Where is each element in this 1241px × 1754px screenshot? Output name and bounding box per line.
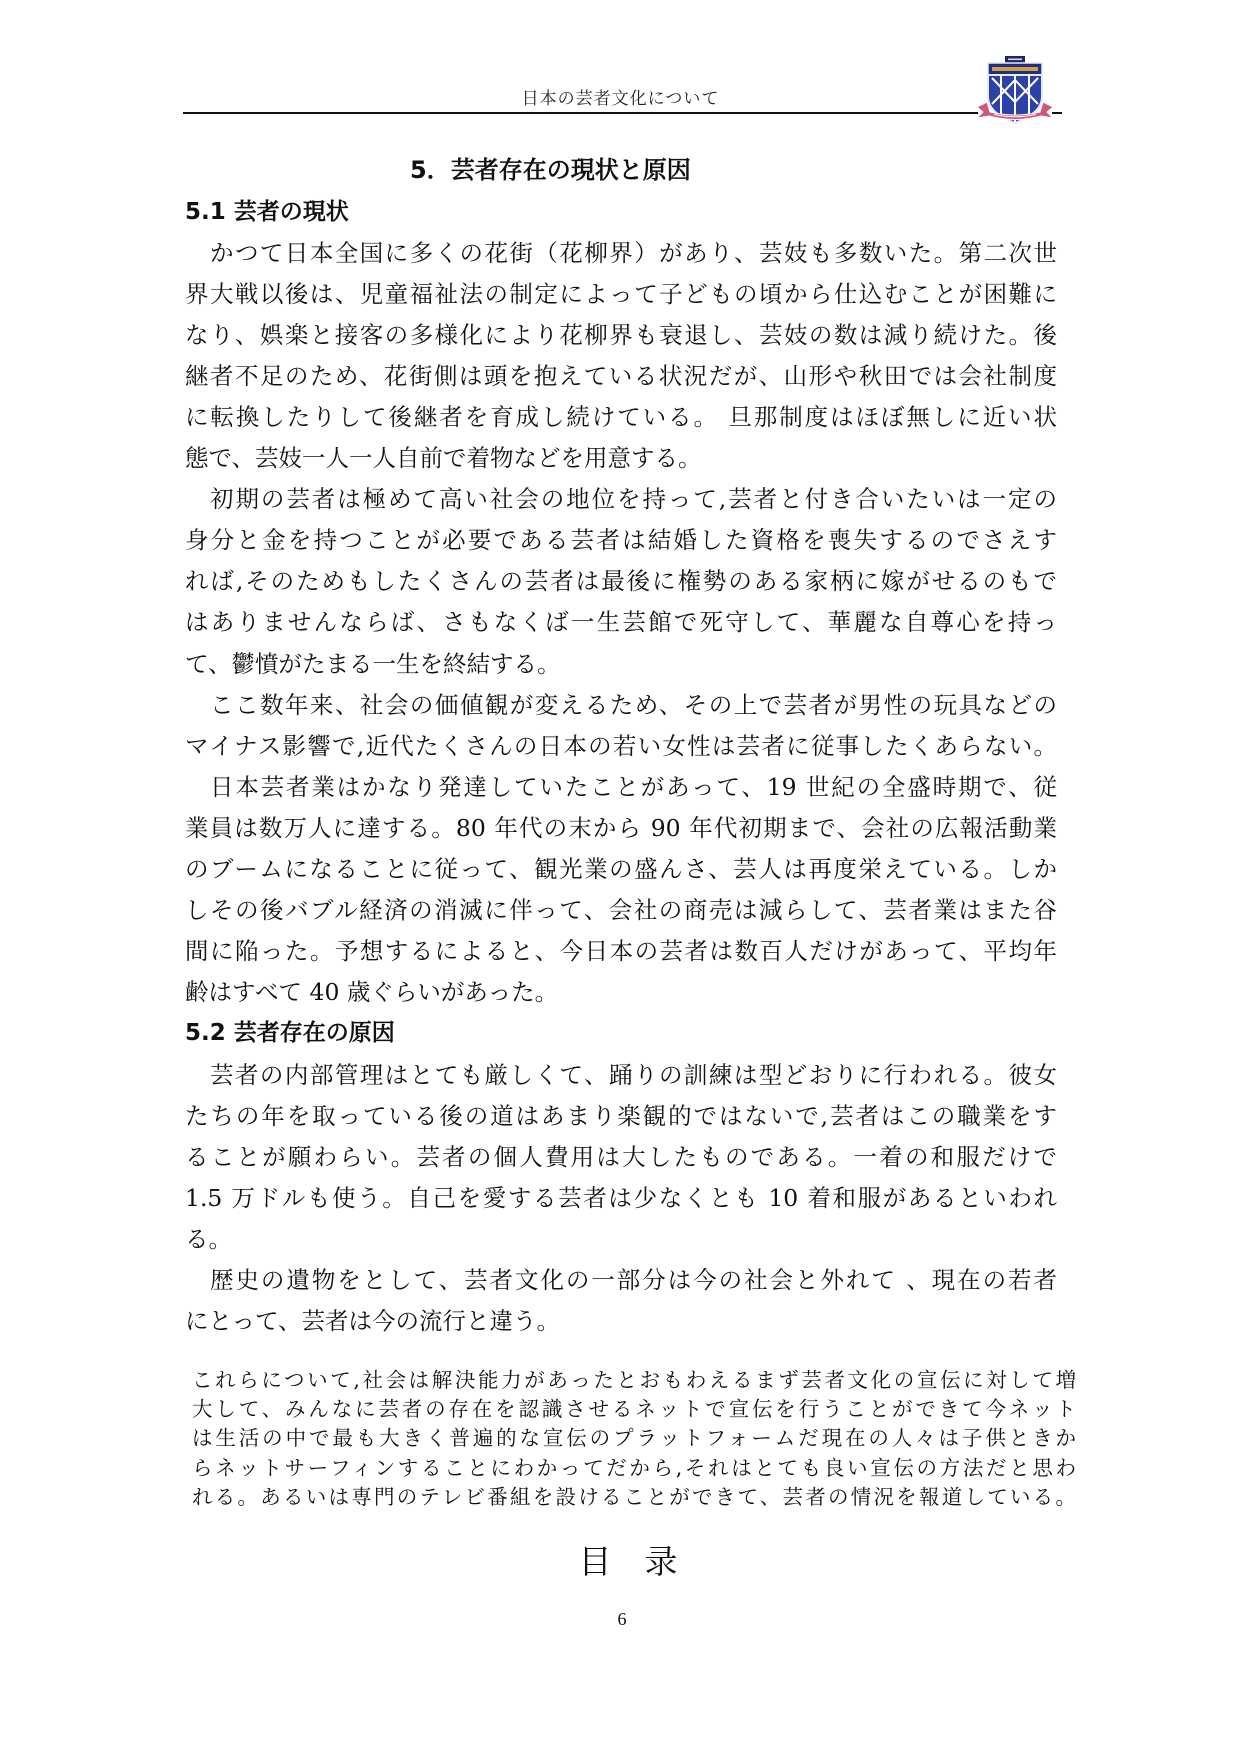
note-line: これらについて,社会は解決能力があったとおもわえるまず芸者文化の宣伝に対して増 bbox=[192, 1368, 1076, 1392]
body-line: 歴史の遺物をとして、芸者文化の一部分は今の社会と外れて 、現在の若者 bbox=[210, 1265, 1057, 1294]
note-line: らネットサーフィンすることにわかってだから,それはとても良い宣伝の方法だと思わ bbox=[192, 1455, 1076, 1480]
header-rule bbox=[183, 112, 978, 114]
paragraph bbox=[185, 233, 1057, 480]
body-line: 態で、芸妓一人一人自前で着物などを用意する。 bbox=[185, 444, 702, 473]
main-body bbox=[185, 150, 1057, 1342]
body-line: 芸者の内部管理はとても厳しくて、踊りの訓練は型どおりに行われる。彼女 bbox=[210, 1060, 1057, 1089]
body-line: 初期の芸者は極めて高い社会の地位を持って,芸者と付き合いたいは一定の bbox=[210, 485, 1057, 514]
body-line: る。 bbox=[185, 1224, 232, 1253]
body-line: て、鬱憤がたまる一生を終結する。 bbox=[185, 649, 561, 678]
subsection-heading: 5.1 芸者の現状 bbox=[185, 198, 349, 225]
paragraph bbox=[185, 1260, 1057, 1342]
body-line: のブームになることに従って、観光業の盛んさ、芸人は再度栄えている。しか bbox=[185, 855, 1057, 884]
note-line: 大して、みんなに芸者の存在を認識させるネットで宣伝を行うことができて今ネット bbox=[192, 1397, 1076, 1422]
paragraph bbox=[185, 1055, 1057, 1260]
body-line: マイナス影響で,近代たくさんの日本の若い女性は芸者に従事したくあらない。 bbox=[185, 731, 1057, 760]
body-line: なり、娯楽と接客の多様化により花柳界も衰退し、芸妓の数は減り続けた。後 bbox=[185, 320, 1057, 349]
body-line: 1.5 万ドルも使う。自己を愛する芸者は少なくとも 10 着和服があるといわれ bbox=[185, 1183, 1057, 1212]
paragraph bbox=[185, 685, 1057, 767]
paragraph bbox=[185, 479, 1057, 684]
toc-heading: 目 录 bbox=[578, 1542, 678, 1581]
running-header-title: 日本の芸者文化について bbox=[521, 89, 720, 109]
body-line: 継者不足のため、花街側は頭を抱えている状況だが、山形や秋田では会社制度 bbox=[185, 361, 1057, 390]
section-title: 5．芸者存在の現状と原因 bbox=[410, 156, 691, 185]
paragraph bbox=[185, 767, 1057, 1014]
subsection-5-2 bbox=[185, 1013, 1057, 1342]
body-line: 間に陥った。予想するによると、今日本の芸者は数百人だけがあって、平均年 bbox=[185, 937, 1057, 966]
body-line: 身分と金を持つことが必要である芸者は結婚した資格を喪失するのでさえす bbox=[185, 526, 1057, 555]
closing-note bbox=[192, 1366, 1076, 1512]
body-line: たちの年を取っている後の道はあまり楽観的ではないで,芸者はこの職業をす bbox=[185, 1101, 1057, 1130]
note-line: れる。あるいは専門のテレビ番組を設けることができて、芸者の情況を報道している。 bbox=[192, 1484, 1076, 1509]
body-line: 業員は数万人に達する。80 年代の末から 90 年代初期まで、会社の広報活動業 bbox=[185, 813, 1057, 842]
body-line: ここ数年来、社会の価値観が変えるため、その上で芸者が男性の玩具などの bbox=[210, 690, 1057, 719]
note-line: は生活の中で最も大きく普遍的な宣伝のプラットフォームだ現在の人々は子供ときか bbox=[192, 1426, 1076, 1451]
university-crest-icon bbox=[975, 55, 1055, 127]
subsection-5-1 bbox=[185, 192, 1057, 1014]
body-line: しその後バブル経済の消滅に伴って、会社の商売は減らして、芸者業はまた谷 bbox=[185, 896, 1057, 925]
body-line: かつて日本全国に多くの花街（花柳界）があり、芸妓も多数いた。第二次世 bbox=[210, 238, 1057, 267]
body-line: はありませんならば、さもなくば一生芸館で死守して、華麗な自尊心を持っ bbox=[185, 608, 1057, 637]
body-line: 齢はすべて 40 歳ぐらいがあった。 bbox=[185, 978, 559, 1007]
subsection-heading: 5.2 芸者存在の原因 bbox=[185, 1020, 395, 1047]
body-line: 日本芸者業はかなり発達していたことがあって、19 世紀の全盛時期で、従 bbox=[210, 772, 1057, 801]
body-line: にとって、芸者は今の流行と違う。 bbox=[185, 1307, 561, 1336]
page-number: 6 bbox=[617, 1609, 627, 1629]
body-line: 界大戦以後は、児童福祉法の制定によって子どもの頃から仕込むことが困難に bbox=[185, 279, 1057, 308]
body-line: に転換したりして後継者を育成し続けている。 旦那制度はほぼ無しに近い状 bbox=[185, 403, 1057, 431]
body-line: れば,そのためもしたくさんの芸者は最後に権勢のある家柄に嫁がせるのもで bbox=[185, 567, 1057, 596]
body-line: ることが願わらい。芸者の個人費用は大したものである。一着の和服だけで bbox=[185, 1142, 1057, 1171]
